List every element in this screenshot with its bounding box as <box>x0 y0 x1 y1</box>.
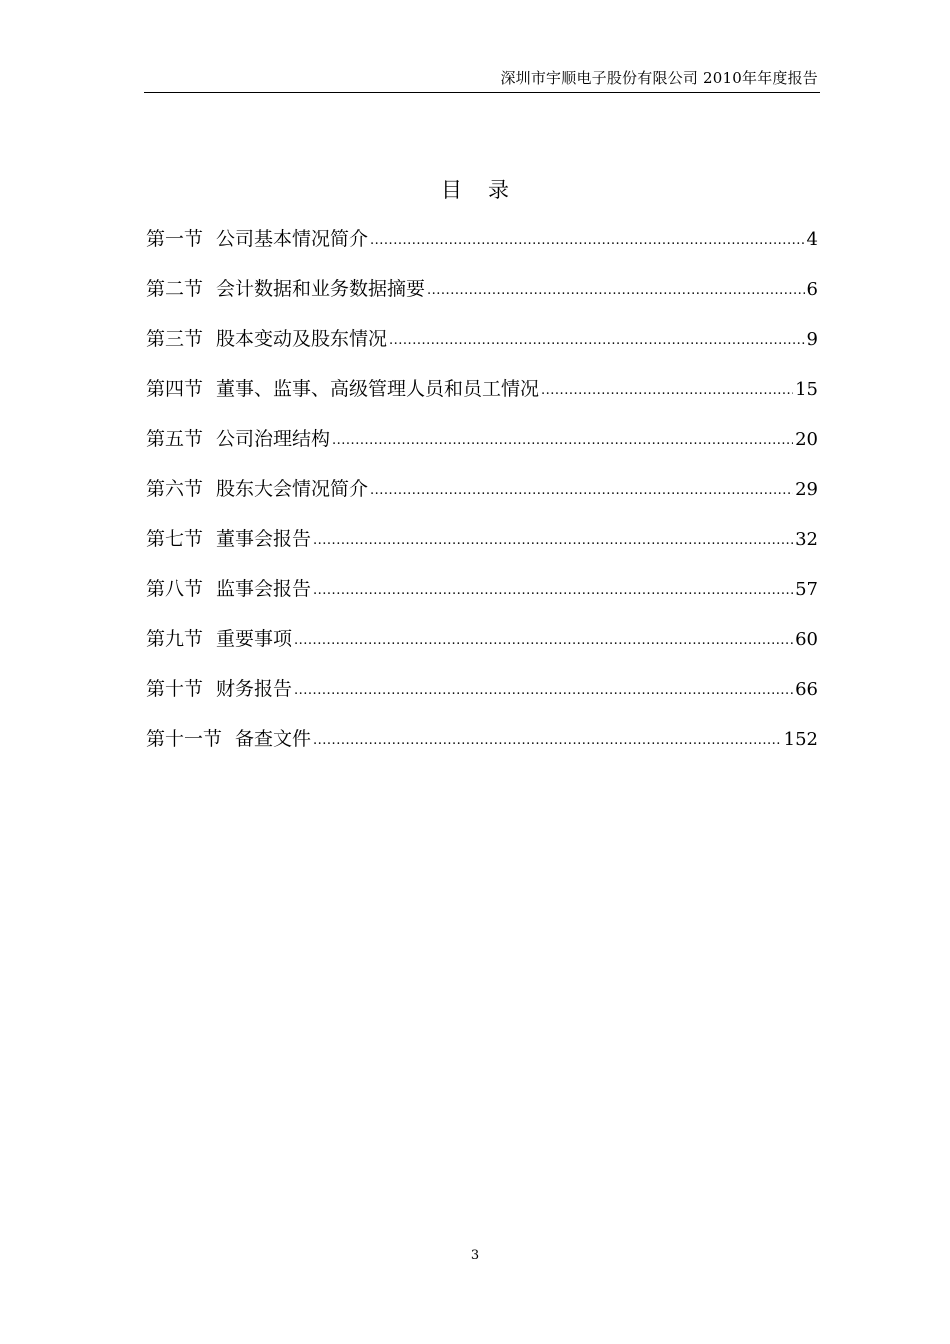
toc-heading: 目录 <box>441 178 535 202</box>
toc-section-label: 第四节 <box>146 378 204 400</box>
dot-leader <box>294 626 793 656</box>
toc-page-number: 15 <box>795 379 818 400</box>
toc-entry[interactable] <box>146 574 818 624</box>
toc-page-number: 20 <box>795 429 818 450</box>
toc-entry[interactable] <box>146 424 818 474</box>
toc-section-title: 重要事项 <box>216 628 293 650</box>
toc-entry[interactable] <box>146 324 818 374</box>
toc-entry[interactable] <box>146 724 818 774</box>
toc-entry[interactable] <box>146 524 818 574</box>
dot-leader <box>427 276 805 306</box>
toc-page-number: 152 <box>783 729 818 750</box>
toc-section-label: 第七节 <box>146 528 204 550</box>
page-number: 3 <box>470 1248 480 1263</box>
toc-section-title: 备查文件 <box>235 728 312 750</box>
toc-section-label: 第八节 <box>146 578 204 600</box>
dot-leader <box>370 476 793 506</box>
dot-leader <box>294 676 793 706</box>
toc-section-title: 公司治理结构 <box>216 428 331 450</box>
table-of-contents <box>146 224 818 774</box>
toc-page-number: 60 <box>795 629 818 650</box>
toc-section-label: 第九节 <box>146 628 204 650</box>
toc-page-number: 29 <box>795 479 818 500</box>
toc-section-title: 股本变动及股东情况 <box>216 328 388 350</box>
toc-section-title: 公司基本情况简介 <box>216 228 369 250</box>
toc-page-number: 6 <box>806 279 818 300</box>
dot-leader <box>389 326 805 356</box>
toc-section-label: 第十一节 <box>146 728 223 750</box>
toc-section-title: 监事会报告 <box>216 578 312 600</box>
toc-entry[interactable] <box>146 224 818 274</box>
toc-entry[interactable] <box>146 374 818 424</box>
toc-section-title: 会计数据和业务数据摘要 <box>216 278 426 300</box>
dot-leader <box>313 526 793 556</box>
dot-leader <box>313 576 793 606</box>
toc-section-label: 第五节 <box>146 428 204 450</box>
page-header <box>144 64 820 93</box>
toc-entry[interactable] <box>146 624 818 674</box>
toc-section-label: 第一节 <box>146 228 204 250</box>
toc-page-number: 4 <box>806 229 818 250</box>
toc-section-label: 第三节 <box>146 328 204 350</box>
toc-section-title: 股东大会情况简介 <box>216 478 369 500</box>
header-title: 深圳市宇顺电子股份有限公司 2010年年度报告 <box>500 69 818 87</box>
dot-leader <box>370 226 805 256</box>
toc-page-number: 66 <box>795 679 818 700</box>
toc-section-title: 董事会报告 <box>216 528 312 550</box>
dot-leader <box>313 726 782 756</box>
toc-section-title: 财务报告 <box>216 678 293 700</box>
toc-page-number: 32 <box>795 529 818 550</box>
dot-leader <box>332 426 793 456</box>
dot-leader <box>541 376 793 406</box>
toc-entry[interactable] <box>146 474 818 524</box>
toc-section-title: 董事、监事、高级管理人员和员工情况 <box>216 378 540 400</box>
toc-section-label: 第六节 <box>146 478 204 500</box>
toc-entry[interactable] <box>146 674 818 724</box>
toc-section-label: 第十节 <box>146 678 204 700</box>
toc-page-number: 57 <box>795 579 818 600</box>
toc-section-label: 第二节 <box>146 278 204 300</box>
toc-page-number: 9 <box>806 329 818 350</box>
toc-entry[interactable] <box>146 274 818 324</box>
